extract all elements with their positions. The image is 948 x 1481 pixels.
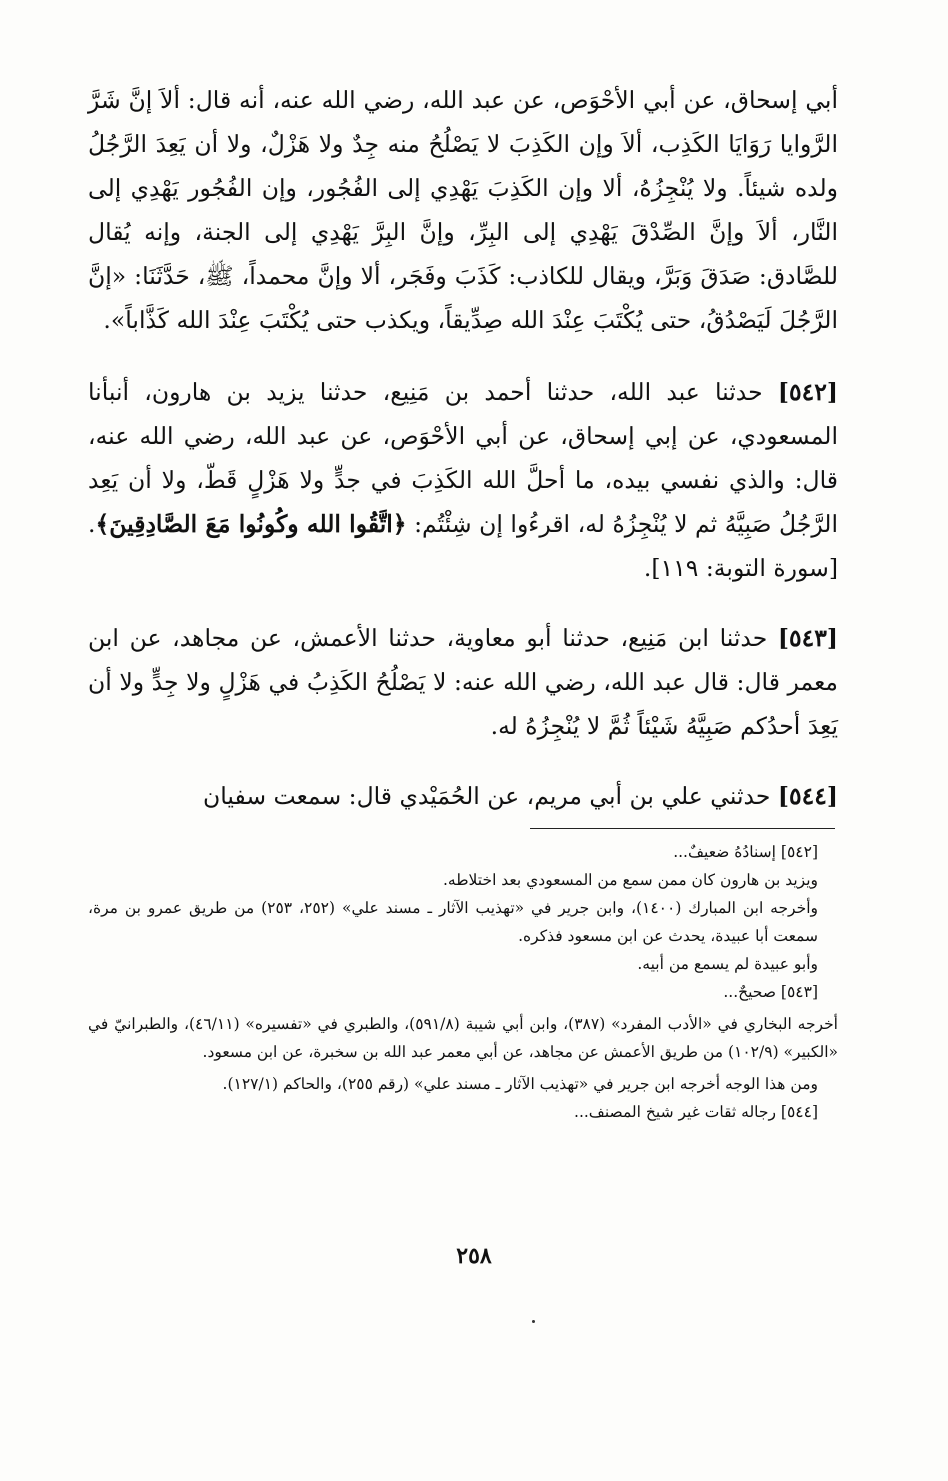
hadith-543-number: [٥٤٣] — [777, 624, 838, 652]
hadith-542 — [88, 370, 838, 590]
footnote-543-grade: [٥٤٣] صحيحٌ... — [723, 983, 818, 1001]
hadith-543-text: حدثنا ابن مَنِيع، حدثنا أبو معاوية، حدثنا الأعمش، عن مجاهد، عن ابن معمر قال: قال عبد الله، رضي الله عنه: لا يَصْلُحُ الكَذِبُ في هَزْلٍ ولا جِدٍّ ولا أن يَعِدَ أحدُكم صَبِيَّهُ شَيْئاً ثُمَّ لا يُنْجِزُهُ له. — [88, 624, 838, 740]
footnotes — [88, 838, 838, 1126]
footnote-542-abu-ubayda: وأبو عبيدة لم يسمع من أبيه. — [637, 955, 818, 973]
quran-verse: ﴿اتَّقُوا الله وكُونُوا مَعَ الصَّادِقِينَ﴾ — [95, 510, 407, 538]
page-number: ٢٥٨ — [456, 1243, 492, 1269]
quran-reference: . [سورة التوبة: ١١٩]. — [88, 510, 838, 582]
hadith-544-text: حدثني علي بن أبي مريم، عن الحُمَيْدي قال: سمعت سفيان — [202, 782, 771, 810]
footnote-544-grade: [٥٤٤] رجاله ثقات غير شيخ المصنف... — [574, 1103, 818, 1121]
scan-speck — [532, 1320, 535, 1323]
hadith-541-continuation — [88, 78, 838, 342]
hadith-541-text: أبي إسحاق، عن أبي الأحْوَص، عن عبد الله، رضي الله عنه، أنه قال: ألاَ إنَّ شَرَّ الرَّوايا رَوَايَا الكَذِب، ألاَ وإن الكَذِبَ لا يَصْلُحُ منه جِدٌ ولا هَزْلٌ، ولا أن يَعِدَ الرَّجُلُ ولده شيئاً. ولا يُنْجِزُهُ، ألا وإن الكَذِبَ يَهْدِي إلى الفُجُور، وإن الفُجُور يَهْدِي إلى النَّار، ألاَ وإنَّ الصِّدْقَ يَهْدِي إلى البِرِّ، وإنَّ البِرَّ يَهْدِي إلى الجنة، وإنه يُقال للصَّادق: صَدَقَ وَبَرَّ، ويقال للكاذب: كَذَبَ وفَجَر، ألا وإنَّ محمداً، ﷺ، حَدَّثَنَا: «إنَّ الرَّجُلَ لَيَصْدُقُ، حتى يُكْتَبَ عِنْدَ الله صِدِّيقاً، ويكذب حتى يُكْتَبَ عِنْدَ الله كَذَّاباً». — [88, 86, 838, 334]
footnote-542-takhrij: وأخرجه ابن المبارك (١٤٠٠)، وابن جرير في «تهذيب الآثار ـ مسند علي» (٢٥٢، ٢٥٣) من طريق عمرو بن مرة، سمعت أبا عبيدة، يحدث عن ابن مسعود فذكره. — [88, 899, 818, 945]
footnote-divider — [530, 828, 835, 829]
footnote-542-note: ويزيد بن هارون كان ممن سمع من المسعودي بعد اختلاطه. — [442, 871, 818, 889]
hadith-543 — [88, 616, 838, 748]
footnote-542-grade: [٥٤٢] إسنادُهُ ضعيفٌ... — [673, 843, 818, 861]
hadith-544-number: [٥٤٤] — [777, 782, 838, 810]
main-text — [88, 78, 838, 818]
hadith-542-text: حدثنا عبد الله، حدثنا أحمد بن مَنِيع، حدثنا يزيد بن هارون، أنبأنا المسعودي، عن إبي إسحاق، عن أبي الأحْوَص، عن عبد الله، رضي الله عنه، قال: والذي نفسي بيده، ما أحلَّ الله الكَذِبَ في جدٍّ ولا هَزْلٍ قَطّ، ولا أن يَعِد الرَّجُلُ صَبِيَّهُ ثم لا يُنْجِزُهُ له، اقرءُوا إن شِئْتُم: — [88, 378, 838, 538]
hadith-544 — [88, 774, 838, 818]
footnote-543-other-route: ومن هذا الوجه أخرجه ابن جرير في «تهذيب الآثار ـ مسند علي» (رقم ٢٥٥)، والحاكم (١٢٧/١). — [222, 1075, 818, 1093]
hadith-542-number: [٥٤٢] — [777, 378, 838, 406]
footnote-543-takhrij: أخرجه البخاري في «الأدب المفرد» (٣٨٧)، وابن أبي شيبة (٥٩١/٨)، والطبري في «تفسيره» (٤٦/١١)، والطبرانيّ في «الكبير» (١٠٢/٩) من طريق الأعمش عن مجاهد، عن أبي معمر عبد الله بن سخبرة، عن ابن مسعود. — [88, 1015, 838, 1061]
